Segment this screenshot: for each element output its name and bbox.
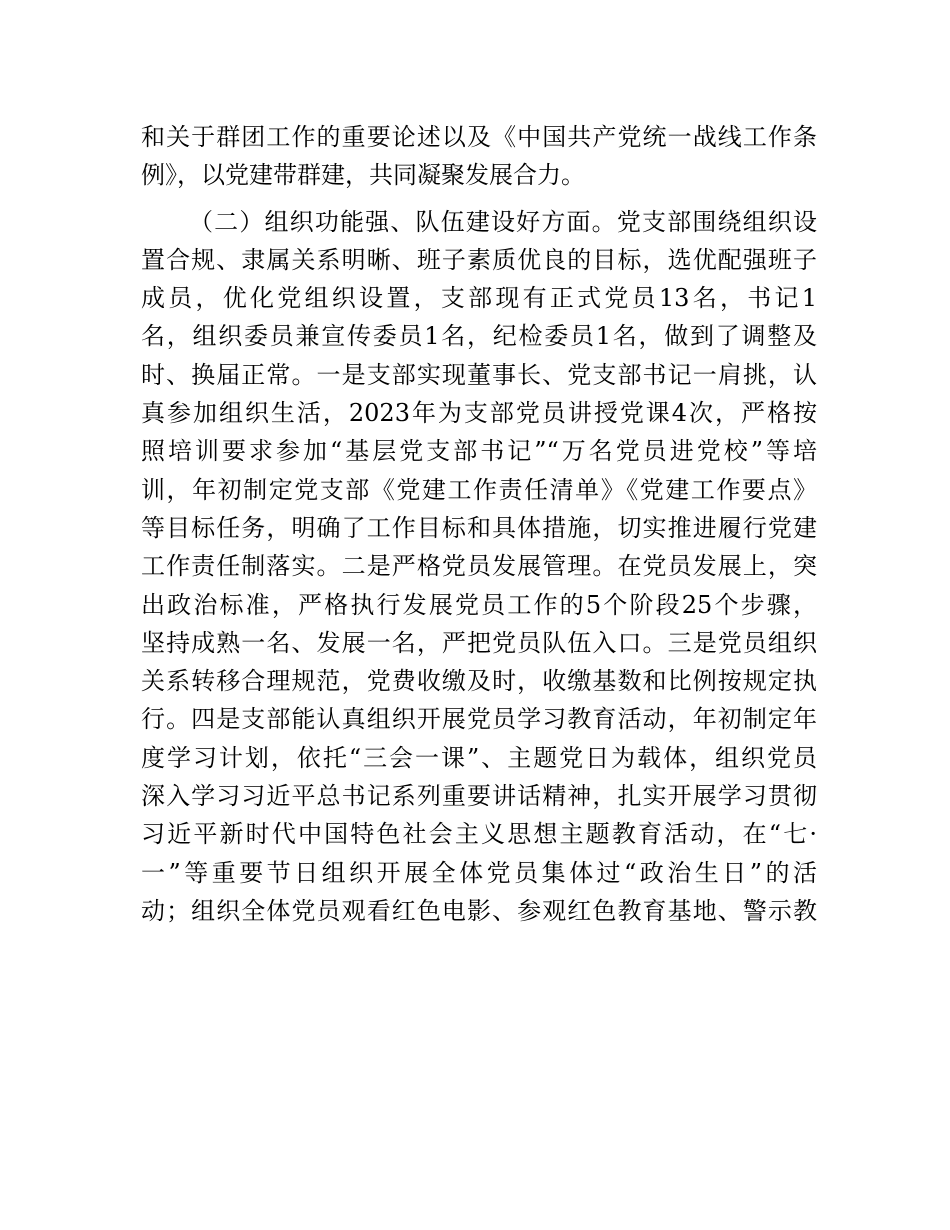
text-line: 置合规、隶属关系明晰、班子素质优良的目标，选优配强班子 [141,245,817,274]
document-body [141,118,817,930]
text-line: 度学习计划，依托“三会一课”、主题党日为载体，组织党员 [141,743,817,772]
text-line: 关系转移合理规范，党费收缴及时，收缴基数和比例按规定执 [141,667,817,696]
text-line: 等目标任务，明确了工作目标和具体措施，切实推进履行党建 [141,513,817,542]
paragraph-1 [141,118,817,195]
text-line: 出政治标准，严格执行发展党员工作的5个阶段25个步骤， [141,590,817,619]
text-line: 例》，以党建带群建，共同凝聚发展合力。 [141,161,585,190]
text-line: 时、换届正常。一是支部实现董事长、党支部书记一肩挑，认 [141,360,817,389]
text-line: 工作责任制落实。二是严格党员发展管理。在党员发展上，突 [141,552,817,581]
text-line: 习近平新时代中国特色社会主义思想主题教育活动，在“七· [141,820,817,849]
text-line: 真参加组织生活，2023年为支部党员讲授党课4次，严格按 [141,399,817,428]
text-line: 名，组织委员兼宣传委员1名，纪检委员1名，做到了调整及 [141,322,817,351]
text-line-indented: （二）组织功能强、队伍建设好方面。党支部围绕组织设 [189,207,817,236]
text-line: 行。四是支部能认真组织开展党员学习教育活动，年初制定年 [141,705,817,734]
text-line: 训，年初制定党支部《党建工作责任清单》《党建工作要点》 [141,475,817,504]
paragraph-2 [141,203,817,931]
text-line: 照培训要求参加“基层党支部书记”“万名党员进党校”等培 [141,437,817,466]
text-line: 和关于群团工作的重要论述以及《中国共产党统一战线工作条 [141,123,817,151]
text-line: 一”等重要节日组织开展全体党员集体过“政治生日”的活 [141,858,817,887]
paragraph-spacer [141,195,817,203]
text-line: 深入学习习近平总书记系列重要讲话精神，扎实开展学习贯彻 [141,782,817,811]
text-line: 成员，优化党组织设置，支部现有正式党员13名，书记1 [141,284,817,313]
text-line: 动；组织全体党员观看红色电影、参观红色教育基地、警示教 [141,896,817,925]
text-line: 坚持成熟一名、发展一名，严把党员队伍入口。三是党员组织 [141,628,817,657]
